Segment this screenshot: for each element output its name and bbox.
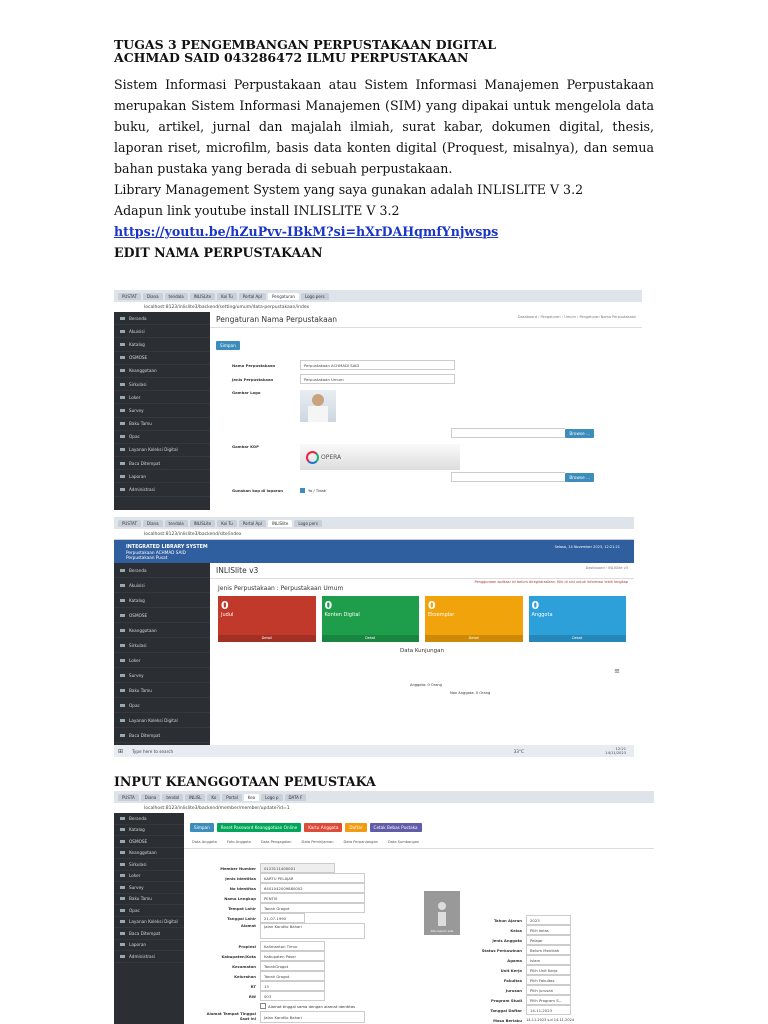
sidebar-menu bbox=[114, 813, 184, 1024]
validity-period: 14-11-2023 s.d 14-11-2024 bbox=[526, 1018, 575, 1022]
chart-title: Data Kunjungan bbox=[399, 648, 445, 654]
print-clearance-button[interactable]: Cetak Bebas Pustaka bbox=[370, 823, 422, 832]
birthplace-field[interactable]: Tanah Grogot bbox=[260, 903, 365, 913]
kop-label: Gambar KOP bbox=[232, 444, 259, 449]
tile-anggota[interactable]: 0 Anggota Detail bbox=[529, 596, 627, 642]
menu-icon bbox=[120, 330, 125, 333]
sidebar-item[interactable]: Administrasi bbox=[114, 951, 184, 963]
sidebar-item[interactable]: Keanggotaan bbox=[114, 848, 184, 860]
sidebar-item[interactable]: Beranda bbox=[114, 813, 184, 825]
full-name-field[interactable]: PENTIS bbox=[260, 893, 365, 903]
menu-icon bbox=[120, 343, 125, 346]
sidebar-item[interactable]: Beranda bbox=[114, 312, 210, 325]
rw-field[interactable]: 003 bbox=[260, 991, 325, 1001]
document-title bbox=[114, 38, 496, 64]
checkbox-icon[interactable] bbox=[300, 488, 305, 493]
tab-peminjaman[interactable]: Data Peminjaman bbox=[301, 840, 334, 844]
sidebar-item[interactable]: Baku Tamu bbox=[114, 894, 184, 906]
menu-icon bbox=[120, 409, 125, 412]
sidebar-item[interactable]: Layanan Koleksi Digital bbox=[114, 444, 210, 457]
logo-preview bbox=[300, 390, 336, 422]
identity-number-field[interactable]: 6401042009880002 bbox=[260, 883, 365, 893]
same-address-checkbox[interactable] bbox=[260, 1003, 266, 1009]
browser-tab[interactable]: Koi Tu bbox=[217, 293, 237, 300]
jenis-label: Jenis Perpustakaan bbox=[232, 376, 274, 382]
address-textarea[interactable]: Jalan Kandilo Bahari bbox=[260, 923, 365, 939]
gunakan-kop-value: Ya / Tidak bbox=[308, 488, 327, 493]
sidebar-item[interactable]: Beranda bbox=[114, 563, 210, 578]
menu-icon bbox=[120, 719, 125, 722]
sidebar-item[interactable]: Loker bbox=[114, 391, 210, 404]
menu-icon bbox=[120, 599, 125, 602]
sidebar-item[interactable]: Opac bbox=[114, 698, 210, 713]
major-select[interactable]: Pilih jurusan bbox=[526, 985, 571, 995]
legend-non-anggota: Non Anggota: 0 Orang bbox=[450, 691, 491, 695]
member-photo-placeholder: foto belum ada bbox=[424, 891, 460, 935]
app-header bbox=[114, 540, 634, 564]
address-bar[interactable]: localhost:8123/inlislite3/backend/site/index bbox=[114, 529, 634, 540]
browser-tab[interactable]: Koi Tu bbox=[217, 520, 237, 527]
weather-temp: 33°C bbox=[513, 748, 524, 754]
faculty-select[interactable]: Pilih Fakultas bbox=[526, 975, 571, 985]
kop-preview: OPERA bbox=[300, 444, 460, 470]
sidebar-item[interactable]: Baku Tamu bbox=[114, 683, 210, 698]
member-card-button[interactable]: Kartu Anggota bbox=[304, 823, 342, 832]
menu-icon bbox=[120, 317, 125, 320]
browser-tab[interactable]: PUSTA bbox=[118, 794, 139, 801]
menu-icon bbox=[120, 932, 125, 935]
menu-icon bbox=[120, 422, 125, 425]
sidebar-item[interactable]: Sirkulasi bbox=[114, 859, 184, 871]
settings-content bbox=[210, 312, 642, 510]
taskbar-search[interactable]: Type here to search bbox=[132, 748, 174, 754]
sidebar-item[interactable]: Baca Ditempat bbox=[114, 928, 184, 940]
sidebar-item[interactable]: Opac bbox=[114, 431, 210, 444]
sidebar-item[interactable]: Sirkulasi bbox=[114, 378, 210, 391]
browser-tab-bar bbox=[114, 290, 642, 302]
nama-label: Nama Perpustakaan bbox=[232, 362, 276, 368]
menu-icon bbox=[120, 659, 125, 662]
page-header bbox=[210, 312, 642, 328]
breadcrumb: Dashboard › INLISlite v3 bbox=[585, 566, 628, 570]
browser-tab-bar bbox=[114, 791, 654, 803]
page-title: Pengaturan Nama Perpustakaan bbox=[216, 315, 338, 324]
menu-icon bbox=[120, 851, 125, 854]
birthdate-field[interactable]: 21-07-1990 bbox=[260, 913, 305, 923]
opera-logo-icon bbox=[306, 451, 319, 464]
sidebar-item[interactable]: Akuisisi bbox=[114, 578, 210, 593]
sidebar-item[interactable]: Layanan Koleksi Digital bbox=[114, 713, 210, 728]
religion-select[interactable]: Islam bbox=[526, 955, 571, 965]
sidebar-menu bbox=[114, 563, 210, 745]
work-unit-select[interactable]: Pilih Unit Kerja bbox=[526, 965, 571, 975]
title-line-1: TUGAS 3 PENGEMBANGAN PERPUSTAKAAN DIGITAL bbox=[114, 37, 497, 52]
menu-icon bbox=[120, 817, 125, 820]
sidebar-item[interactable]: Sirkulasi bbox=[114, 638, 210, 653]
browser-tab[interactable]: PUSTAT bbox=[118, 293, 141, 300]
app-title: INTEGRATED LIBRARY SYSTEM bbox=[126, 544, 208, 550]
windows-start-icon[interactable]: ⊞ bbox=[118, 747, 124, 755]
stat-tiles bbox=[210, 592, 634, 646]
village-select[interactable]: Tanah Grogot bbox=[260, 971, 325, 981]
save-button[interactable]: Simpan bbox=[190, 823, 214, 832]
menu-icon bbox=[120, 909, 125, 912]
member-content bbox=[184, 813, 654, 1024]
sidebar-menu bbox=[114, 312, 210, 510]
reset-password-button[interactable]: Reset Password Keanggotaan Online bbox=[217, 823, 301, 832]
browser-tab[interactable]: PUSTAT bbox=[118, 520, 141, 527]
link-intro-line: Adapun link youtube install INLISLITE V 3.2 bbox=[114, 203, 400, 218]
browser-tab[interactable]: Portal Apl bbox=[239, 293, 266, 300]
address-bar[interactable]: localhost:8123/inlislite3/backend/member/member/update?id=1 bbox=[114, 803, 654, 814]
menu-icon bbox=[120, 435, 125, 438]
sidebar-item[interactable]: Katalog bbox=[114, 338, 210, 351]
menu-icon bbox=[120, 448, 125, 451]
menu-icon bbox=[120, 584, 125, 587]
tile-eksemplar[interactable]: 0 Eksemplar Detail bbox=[425, 596, 523, 642]
browser-tab-active[interactable]: Kea bbox=[244, 794, 259, 801]
member-sub-tabs bbox=[184, 836, 654, 849]
menu-icon bbox=[120, 475, 125, 478]
menu-icon bbox=[120, 943, 125, 946]
member-left-fields: Member Number 0123111400001 Jenis Identitas KARTU PELAJAR No Identitas 6401042009880002 Nama Lengkap PENTIS Tempat Lahir Tanah Grogot Tanggal Lahir 21-07-1990 Alamat Jalan Kandilo Bahari Propinsi Kalimantan Timur Kabupaten/Kota Kabupaten Paser Kecamatan TanahGrogot Kelurahan Tanah Grogot RT 13 RW 003 Alamat tinggal sama dengan alamat identitas Alamat Tempat Tinggal Saat ini Jalan Kandilo Bahari bbox=[204, 863, 424, 1024]
dashboard-content bbox=[210, 563, 634, 745]
address-bar[interactable]: localhost:8123/inlislite3/backend/setting/umum/data-perpustakaan/index bbox=[114, 302, 642, 313]
sidebar-item[interactable]: OSMOSE bbox=[114, 352, 210, 365]
registration-notice[interactable]: Penggunaan aplikasi ini belum diregistrasikan. Klik di sini untuk informasi lebih lengkap bbox=[474, 580, 628, 584]
list-button[interactable]: Daftar bbox=[345, 823, 366, 832]
browser-tab[interactable]: Ko bbox=[207, 794, 220, 801]
browser-tab-bar bbox=[114, 517, 634, 529]
action-buttons bbox=[184, 813, 654, 836]
menu-icon bbox=[120, 356, 125, 359]
page-header bbox=[210, 563, 634, 579]
study-program-select[interactable]: Pilih Program S... bbox=[526, 995, 571, 1005]
menu-icon bbox=[120, 734, 125, 737]
browser-tab[interactable]: Logo p bbox=[261, 794, 282, 801]
section-member-heading: INPUT KEANGGOTAAN PEMUSTAKA bbox=[114, 774, 376, 789]
menu-icon bbox=[120, 863, 125, 866]
browser-tab[interactable]: DATA F bbox=[285, 794, 307, 801]
menu-icon bbox=[120, 644, 125, 647]
kop-file-input[interactable] bbox=[451, 472, 565, 482]
sidebar-item[interactable]: OSMOSE bbox=[114, 608, 210, 623]
sidebar-item[interactable]: Akuisisi bbox=[114, 325, 210, 338]
tile-judul[interactable]: 0 Judul Detail bbox=[218, 596, 316, 642]
province-select[interactable]: Kalimantan Timur bbox=[260, 941, 325, 951]
menu-icon bbox=[120, 920, 125, 923]
academic-year-field[interactable]: 2023 bbox=[526, 915, 571, 925]
menu-icon bbox=[120, 629, 125, 632]
member-number-field[interactable]: 0123111400001 bbox=[260, 863, 335, 873]
same-address-label: Alamat tinggal sama dengan alamat identitas bbox=[268, 1003, 356, 1009]
person-icon bbox=[438, 902, 446, 910]
lms-line: Library Management System yang saya gunakan adalah INLISLITE V 3.2 bbox=[114, 182, 584, 197]
browse-kop-button[interactable]: Browse ... bbox=[565, 473, 594, 482]
browser-tab[interactable]: tendal bbox=[162, 794, 183, 801]
browser-tab[interactable]: tendala bbox=[165, 293, 188, 300]
menu-icon bbox=[120, 840, 125, 843]
tab-sumbangan[interactable]: Data Sumbangan bbox=[387, 840, 420, 844]
sidebar-item[interactable]: Katalog bbox=[114, 593, 210, 608]
member-right-fields: Tahun Ajaran 2023 Kelas Pilih kelas Jenis Anggota Pelajar Status Perkawinan Belum Menikah Agama Islam Unit Kerja Pilih Unit Kerja Fakultas Pilih Fakultas Jurusan Pilih jurusan Program Studi Pilih Program S... Tanggal Daftar 14-11-2023 Masa Berlaku 14-11-2023 s.d 14-11-2024 bbox=[474, 915, 624, 1024]
youtube-link[interactable]: https://youtu.be/hZuPvv-IBkM?si=hXrDAHqmfYnjwsps bbox=[114, 224, 499, 239]
windows-taskbar bbox=[114, 745, 634, 757]
browser-tab[interactable]: Logo pers bbox=[294, 520, 322, 527]
menu-icon bbox=[120, 674, 125, 677]
district-select[interactable]: TanahGrogot bbox=[260, 961, 325, 971]
marital-status-select[interactable]: Belum Menikah bbox=[526, 945, 571, 955]
tab-foto-anggota[interactable]: Foto Anggota bbox=[226, 840, 251, 844]
browser-tab[interactable]: Diana bbox=[143, 520, 163, 527]
current-address-textarea[interactable]: Jalan Kandilo Bahari bbox=[260, 1011, 365, 1023]
intro-paragraph: Sistem Informasi Perpustakaan atau Sistem Informasi Manajemen Perpustakaan merupakan Sistem Informasi Manajemen (SIM) yang dipakai untuk mengelola data buku, artikel, jurnal dan majalah ilmiah, surat kabar, dokumen digital, thesis, laporan riset, microfilm, basis data konten digital (Proquest, misalnya), dan semua bahan pustaka yang berada di sebuah perpustakaan. bbox=[114, 77, 654, 176]
menu-icon bbox=[120, 488, 125, 491]
browser-tab[interactable]: Portal Apl bbox=[239, 520, 266, 527]
regency-select[interactable]: Kabupaten Paser bbox=[260, 951, 325, 961]
sidebar-item[interactable]: Baku Tamu bbox=[114, 418, 210, 431]
menu-icon bbox=[120, 828, 125, 831]
menu-icon bbox=[120, 886, 125, 889]
screenshot-dashboard bbox=[114, 517, 634, 757]
menu-icon bbox=[120, 955, 125, 958]
screenshot-member-form bbox=[114, 791, 654, 1024]
chart-menu-icon[interactable]: ≡ bbox=[614, 667, 620, 675]
sidebar-item[interactable]: Survey bbox=[114, 668, 210, 683]
page-title: INLISlite v3 bbox=[216, 566, 259, 575]
tab-pengagaian[interactable]: Data Pengagaian bbox=[260, 840, 292, 844]
sidebar-item[interactable]: Administrasi bbox=[114, 483, 210, 496]
menu-icon bbox=[120, 874, 125, 877]
section-edit-heading: EDIT NAMA PERPUSTAKAAN bbox=[114, 245, 323, 260]
browser-tab[interactable]: INLISLite bbox=[190, 293, 216, 300]
save-button[interactable]: Simpan bbox=[216, 341, 240, 350]
browser-tab[interactable]: Logo pers bbox=[301, 293, 329, 300]
sidebar-item[interactable]: Opac bbox=[114, 905, 184, 917]
browser-tab[interactable]: INLISL bbox=[185, 794, 205, 801]
legend-anggota: Anggota: 0 Orang bbox=[410, 683, 442, 687]
sidebar-item[interactable]: Loker bbox=[114, 871, 184, 883]
sidebar-item[interactable]: Laporan bbox=[114, 470, 210, 483]
class-select[interactable]: Pilih kelas bbox=[526, 925, 571, 935]
app-subtitle-1: Perpustakaan ACHMAD SAID bbox=[126, 549, 186, 555]
gunakan-kop-label: Gunakan kop di laporan bbox=[232, 488, 283, 493]
browser-tab-active[interactable]: Pengaturan bbox=[268, 293, 299, 300]
member-type-select[interactable]: Pelajar bbox=[526, 935, 571, 945]
sidebar-item[interactable]: Keanggotaan bbox=[114, 365, 210, 378]
logo-label: Gambar Logo bbox=[232, 390, 261, 395]
header-datetime: Selasa, 14 November 2023, 12:21:21 bbox=[554, 545, 620, 549]
sidebar-item[interactable]: Baca Ditempat bbox=[114, 457, 210, 470]
title-line-2: ACHMAD SAID 043286472 ILMU PERPUSTAKAAN bbox=[114, 50, 469, 65]
menu-icon bbox=[120, 614, 125, 617]
menu-icon bbox=[120, 383, 125, 386]
library-name-input[interactable]: Perpustakaan ACHMADI SAID bbox=[300, 360, 455, 370]
library-type-select[interactable]: Perpustakaan Umum bbox=[300, 374, 455, 384]
tile-konten-digital[interactable]: 0 Konten Digital Detail bbox=[322, 596, 420, 642]
browser-tab[interactable]: INLISLite bbox=[190, 520, 216, 527]
sidebar-item[interactable]: Survey bbox=[114, 404, 210, 417]
browse-logo-button[interactable]: Browse ... bbox=[565, 429, 594, 438]
identity-type-select[interactable]: KARTU PELAJAR bbox=[260, 873, 365, 883]
sidebar-item[interactable]: Baca Ditempat bbox=[114, 728, 210, 743]
menu-icon bbox=[120, 462, 125, 465]
sidebar-item[interactable]: Layanan Koleksi Digital bbox=[114, 917, 184, 929]
registration-date-field[interactable]: 14-11-2023 bbox=[526, 1005, 571, 1015]
menu-icon bbox=[120, 897, 125, 900]
menu-icon bbox=[120, 396, 125, 399]
library-type-heading: Jenis Perpustakaan : Perpustakaan Umum bbox=[218, 585, 344, 592]
sidebar-item[interactable]: Laporan bbox=[114, 940, 184, 952]
app-subtitle-2: Perpustakaan Pusat bbox=[126, 554, 168, 560]
browser-tab-active[interactable]: INLISlite bbox=[268, 520, 292, 527]
menu-icon bbox=[120, 704, 125, 707]
browser-tab[interactable]: Portal bbox=[222, 794, 242, 801]
browser-tab[interactable]: tendala bbox=[165, 520, 188, 527]
browser-tab[interactable]: Diana bbox=[143, 293, 163, 300]
taskbar-clock: 12:21 14/11/2023 bbox=[605, 747, 626, 755]
breadcrumb: Dashboard › Pengaturan › Umum › Pengaturan Nama Perpustakaan bbox=[517, 315, 636, 319]
sidebar-item[interactable]: Katalog bbox=[114, 825, 184, 837]
sidebar-item[interactable]: OSMOSE bbox=[114, 836, 184, 848]
browser-tab[interactable]: Diana bbox=[141, 794, 161, 801]
screenshot-library-settings bbox=[114, 290, 642, 510]
logo-file-input[interactable] bbox=[451, 428, 565, 438]
body-text bbox=[114, 74, 654, 263]
rt-field[interactable]: 13 bbox=[260, 981, 325, 991]
sidebar-item[interactable]: Keanggotaan bbox=[114, 623, 210, 638]
menu-icon bbox=[120, 569, 125, 572]
sidebar-item[interactable]: Loker bbox=[114, 653, 210, 668]
tab-data-anggota[interactable]: Data Anggota bbox=[192, 840, 217, 844]
sidebar-item[interactable]: Survey bbox=[114, 882, 184, 894]
menu-icon bbox=[120, 689, 125, 692]
menu-icon bbox=[120, 369, 125, 372]
tab-perpanjangan[interactable]: Data Perpanjangan bbox=[343, 840, 378, 844]
